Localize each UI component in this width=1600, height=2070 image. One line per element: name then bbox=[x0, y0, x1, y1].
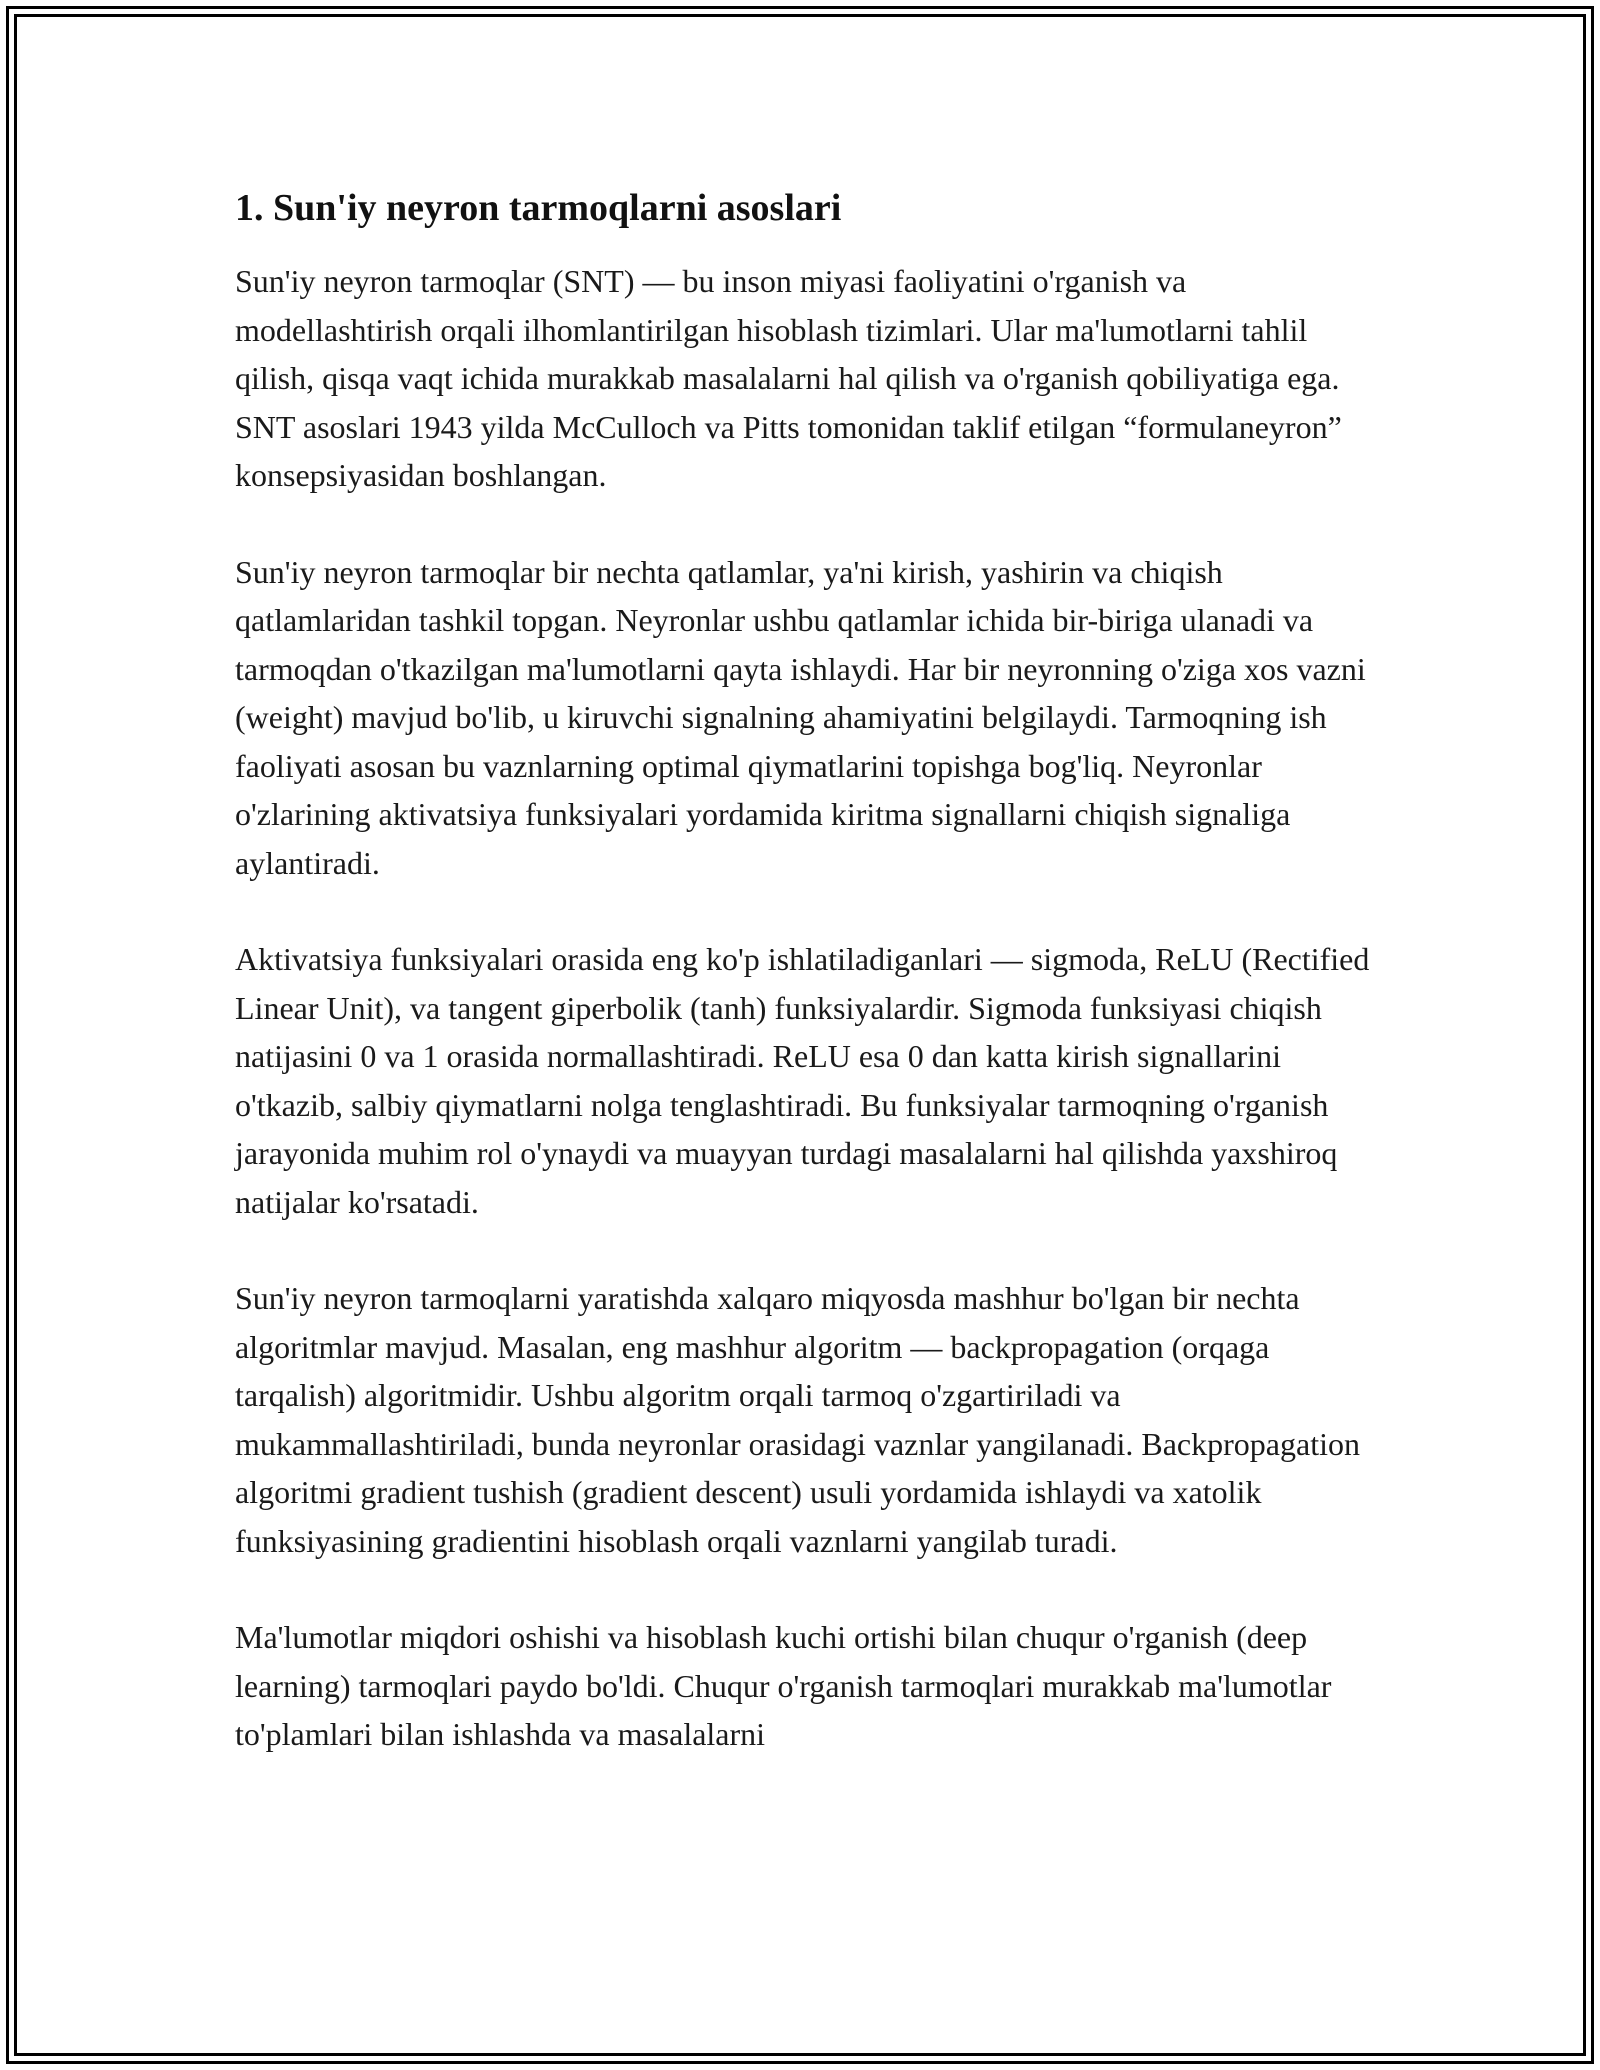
paragraph-layers: Sun'iy neyron tarmoqlar bir nechta qatlamlar, ya'ni kirish, yashirin va chiqish qatlamlaridan tashkil topgan. Neyronlar ushbu qatlamlar ichida bir-biriga ulanadi va tarmoqdan o'tkazilgan ma'lumotlarni qayta ishlaydi. Har bir neyronning o'ziga xos vazni (weight) mavjud bo'lib, u kiruvchi signalning ahamiyatini belgilaydi. Tarmoqning ish faoliyati asosan bu vaznlarning optimal qiymatlarini topishga bog'liq. Neyronlar o'zlarining aktivatsiya funksiyalari yordamida kiritma signallarni chiqish signaliga aylantiradi. bbox=[235, 553, 1366, 881]
paragraph-backpropagation: Sun'iy neyron tarmoqlarni yaratishda xalqaro miqyosda mashhur bo'lgan bir nechta algoritmlar mavjud. Masalan, eng mashhur algoritm — backpropagation (orqaga tarqalish) algoritmidir. Ushbu algoritm orqali tarmoq o'zgartiriladi va mukammallashtiriladi, bunda neyronlar orasidagi vaznlar yangilanadi. Backpropagation algoritmi gradient tushish (gradient descent) usuli yordamida ishlaydi va xatolik funksiyasining gradientini hisoblash orqali vaznlarni yangilab turadi. bbox=[235, 1280, 1360, 1559]
document-body bbox=[235, 185, 1375, 1807]
paragraph-deep-learning: Ma'lumotlar miqdori oshishi va hisoblash kuchi ortishi bilan chuqur o'rganish (deep learning) tarmoqlari paydo bo'ldi. Chuqur o'rganish tarmoqlari murakkab ma'lumotlar to'plamlari bilan ishlashda va masalalarni bbox=[235, 1619, 1332, 1752]
section-heading: 1. Sun'iy neyron tarmoqlarni asoslari bbox=[235, 187, 842, 229]
paragraph-activation: Aktivatsiya funksiyalari orasida eng ko'p ishlatiladiganlari — sigmoda, ReLU (Rectified Linear Unit), va tangent giperbolik (tanh) funksiyalardir. Sigmoda funksiyasi chiqish natijasini 0 va 1 orasida normallashtiradi. ReLU esa 0 dan katta kirish signallarini o'tkazib, salbiy qiymatlarni nolga tenglashtiradi. Bu funksiyalar tarmoqning o'rganish jarayonida muhim rol o'ynaydi va muayyan turdagi masalalarni hal qilishda yaxshiroq natijalar ko'rsatadi. bbox=[235, 941, 1370, 1220]
paragraph-intro: Sun'iy neyron tarmoqlar (SNT) — bu inson miyasi faoliyatini o'rganish va modellashtirish orqali ilhomlantirilgan hisoblash tizimlari. Ular ma'lumotlarni tahlil qilish, qisqa vaqt ichida murakkab masalalarni hal qilish va o'rganish qobiliyatiga ega. SNT asoslari 1943 yilda McCulloch va Pitts tomonidan taklif etilgan “formulaneyron” konsepsiyasidan boshlangan. bbox=[235, 263, 1342, 493]
